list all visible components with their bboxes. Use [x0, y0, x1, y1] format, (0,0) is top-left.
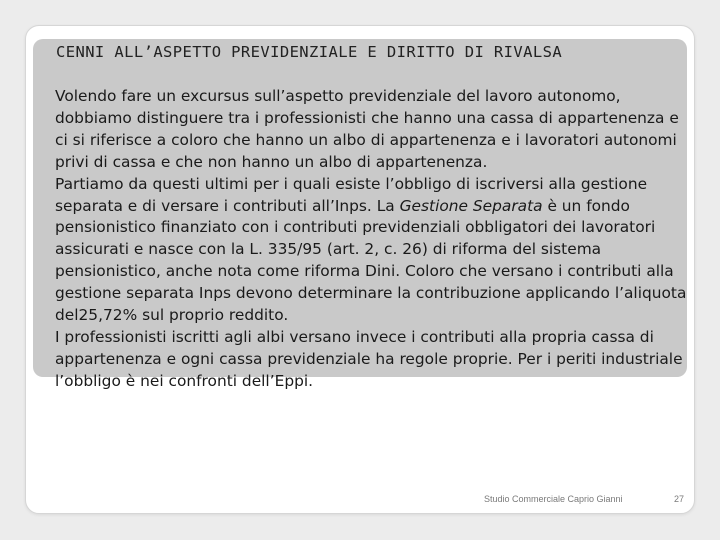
paragraph-1: Volendo fare un excursus sull’aspetto previdenziale del lavoro autonomo, dobbiamo distinguere tra i professionisti che hanno una cassa di appartenenza e ci si riferisce a coloro che hanno un albo di appartenenza e i lavoratori autonomi privi di cassa e che non hanno un albo di appartenenza.: [55, 87, 679, 171]
paragraph-2-start: Partiamo da questi ultimi per i quali esiste l’obbligo di iscriversi alla gestione separata e di versare i contributi all’Inps. La: [55, 174, 648, 215]
paragraph-2-end: è un fondo pensionistico finanziato con i contributi previdenziali obbligatori dei lavoratori assicurati e nasce con la L. 335/95 (art. 2, c. 26) di riforma del sistema pensionistico, anche nota come riforma Dini. Coloro che versano i contributi alla gestione separata Inps devono determinare la contribuzione applicando l’aliquota del25,72% sul proprio reddito.: [55, 196, 687, 325]
paragraph-3: I professionisti iscritti agli albi versano invece i contributi alla propria cassa di appartenenza e ogni cassa previdenziale ha regole proprie. Per i periti industriale l’obbligo è nei confronti dell’Eppi.: [55, 327, 683, 390]
slide-title: CENNI ALL’ASPETTO PREVIDENZIALE E DIRITTO DI RIVALSA: [56, 43, 563, 61]
slide-number: 27: [674, 494, 685, 504]
paragraph-2-italic: Gestione Separata: [399, 196, 543, 215]
footer-label: Studio Commerciale Caprio Gianni: [484, 494, 623, 504]
slide-body: [55, 86, 687, 393]
paragraph-2: [55, 174, 687, 327]
